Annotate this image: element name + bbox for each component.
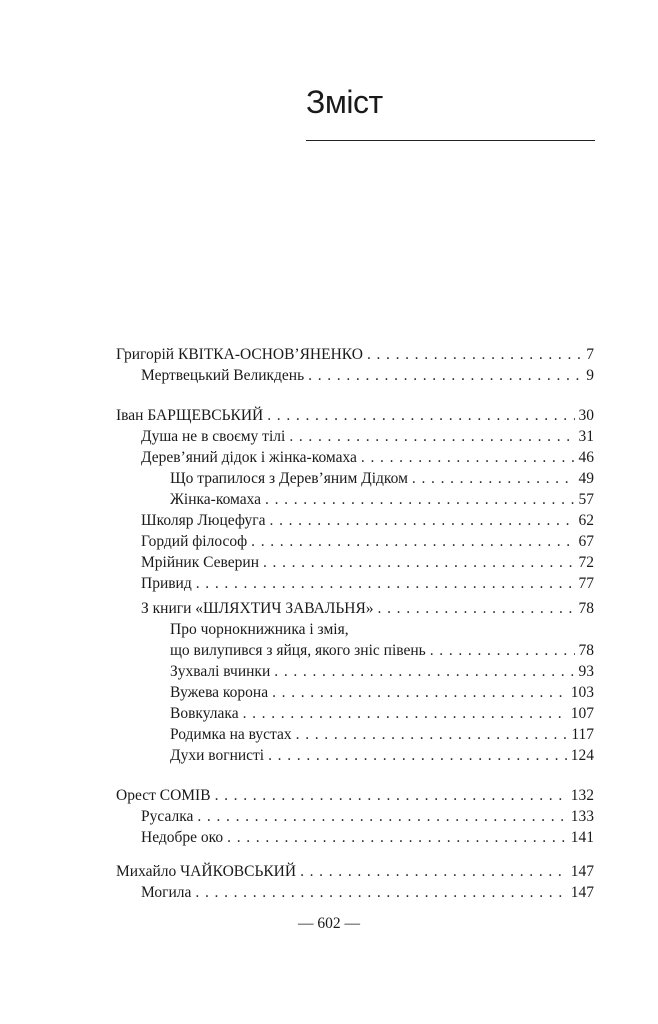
toc-entry[interactable] bbox=[116, 345, 594, 365]
toc-page: 147 bbox=[570, 863, 594, 880]
toc-label: Орест СОМІВ bbox=[116, 787, 211, 804]
toc-page: 46 bbox=[578, 449, 594, 466]
toc-entry[interactable] bbox=[141, 532, 594, 552]
toc-entry[interactable] bbox=[141, 427, 594, 447]
toc-entry[interactable] bbox=[170, 490, 594, 510]
toc-page: 124 bbox=[570, 747, 594, 764]
page-number: — 602 — bbox=[298, 915, 360, 932]
leader-dots bbox=[263, 553, 575, 573]
toc-label: Родимка на вустах bbox=[170, 726, 292, 743]
leader-dots bbox=[308, 366, 582, 386]
toc-entry[interactable] bbox=[170, 704, 594, 724]
toc-label-line: Про чорнокнижника і змія, bbox=[170, 621, 349, 638]
toc-entry[interactable] bbox=[116, 862, 594, 882]
leader-dots bbox=[243, 704, 567, 724]
toc-entry[interactable] bbox=[141, 366, 594, 386]
toc-page: 62 bbox=[578, 512, 594, 529]
toc-page: 147 bbox=[570, 884, 594, 901]
toc-page: 7 bbox=[586, 346, 594, 363]
toc-entry[interactable] bbox=[141, 883, 594, 903]
leader-dots bbox=[430, 641, 575, 661]
leader-dots bbox=[272, 683, 567, 703]
toc-page: 117 bbox=[571, 726, 594, 743]
toc-entry[interactable] bbox=[170, 469, 594, 489]
leader-dots bbox=[289, 427, 574, 447]
toc-entry[interactable] bbox=[170, 683, 594, 703]
leader-dots bbox=[378, 599, 575, 619]
leader-dots bbox=[300, 862, 567, 882]
toc-page: 132 bbox=[570, 787, 594, 804]
leader-dots bbox=[251, 532, 574, 552]
toc-entry[interactable] bbox=[141, 828, 594, 848]
toc-page: 67 bbox=[578, 533, 594, 550]
leader-dots bbox=[267, 406, 574, 426]
leader-dots bbox=[196, 574, 575, 594]
toc-entry[interactable] bbox=[170, 641, 594, 661]
toc-page: 133 bbox=[570, 808, 594, 825]
leader-dots bbox=[197, 807, 566, 827]
leader-dots bbox=[195, 883, 566, 903]
toc-entry[interactable] bbox=[170, 662, 594, 682]
toc-entry[interactable] bbox=[141, 574, 594, 594]
toc-label: Привид bbox=[141, 575, 192, 592]
toc-page: 93 bbox=[578, 663, 594, 680]
leader-dots bbox=[296, 725, 568, 745]
toc-entry[interactable] bbox=[141, 807, 594, 827]
leader-dots bbox=[265, 490, 574, 510]
toc-entry[interactable] bbox=[170, 746, 594, 766]
toc-label: Жінка-комаха bbox=[170, 491, 262, 508]
leader-dots bbox=[270, 511, 575, 531]
leader-dots bbox=[268, 746, 567, 766]
toc-label: Мрійник Северин bbox=[141, 554, 259, 571]
toc-page: 31 bbox=[578, 428, 594, 445]
leader-dots bbox=[361, 448, 575, 468]
toc-page: 78 bbox=[578, 642, 594, 659]
toc-label: З книги «ШЛЯХТИЧ ЗАВАЛЬНЯ» bbox=[141, 600, 374, 617]
toc-label: Іван БАРЩЕВСЬКИЙ bbox=[116, 407, 264, 424]
toc-label: Дерев’яний дідок і жінка-комаха bbox=[141, 449, 357, 466]
toc-page: 107 bbox=[570, 705, 594, 722]
toc-label: Гордий філософ bbox=[141, 533, 248, 550]
toc-page: 9 bbox=[586, 367, 594, 384]
toc-page: 72 bbox=[578, 554, 594, 571]
toc-page: 78 bbox=[578, 600, 594, 617]
toc-label: Русалка bbox=[141, 808, 194, 825]
toc-label: Вужева корона bbox=[170, 684, 269, 701]
title-rule bbox=[306, 140, 595, 141]
toc-entry[interactable] bbox=[141, 553, 594, 573]
toc-entry[interactable] bbox=[141, 448, 594, 468]
toc-page: 77 bbox=[578, 575, 594, 592]
leader-dots bbox=[227, 828, 567, 848]
toc-label: Михайло ЧАЙКОВСЬКИЙ bbox=[116, 863, 297, 880]
toc-entry[interactable] bbox=[170, 725, 594, 745]
toc-label: Могила bbox=[141, 884, 192, 901]
toc-label: Недобре око bbox=[141, 829, 224, 846]
leader-dots bbox=[274, 662, 574, 682]
toc-entry[interactable] bbox=[141, 599, 594, 619]
toc-label: Григорій КВІТКА-ОСНОВ’ЯНЕНКО bbox=[116, 346, 363, 363]
toc-page: 57 bbox=[578, 491, 594, 508]
toc-page: 103 bbox=[570, 684, 594, 701]
toc-label: що вилупився з яйця, якого зніс півень bbox=[170, 642, 426, 659]
leader-dots bbox=[412, 469, 575, 489]
toc-label: Мертвецький Великдень bbox=[141, 367, 305, 384]
page-title: Зміст bbox=[306, 84, 383, 120]
leader-dots bbox=[215, 786, 567, 806]
toc-entry[interactable] bbox=[116, 786, 594, 806]
toc-page: 49 bbox=[578, 470, 594, 487]
toc-label: Зухвалі вчинки bbox=[170, 663, 271, 680]
toc-label: Вовкулака bbox=[170, 705, 239, 722]
toc-entry[interactable] bbox=[141, 511, 594, 531]
toc-entry[interactable] bbox=[116, 406, 594, 426]
toc-label: Школяр Люцефуга bbox=[141, 512, 266, 529]
toc-page: 141 bbox=[570, 829, 594, 846]
toc-label: Що трапилося з Дерев’яним Дідком bbox=[170, 470, 408, 487]
toc-label: Душа не в своєму тілі bbox=[141, 428, 286, 445]
leader-dots bbox=[367, 345, 582, 365]
toc-label: Духи вогнисті bbox=[170, 747, 265, 764]
toc-page: 30 bbox=[578, 407, 594, 424]
